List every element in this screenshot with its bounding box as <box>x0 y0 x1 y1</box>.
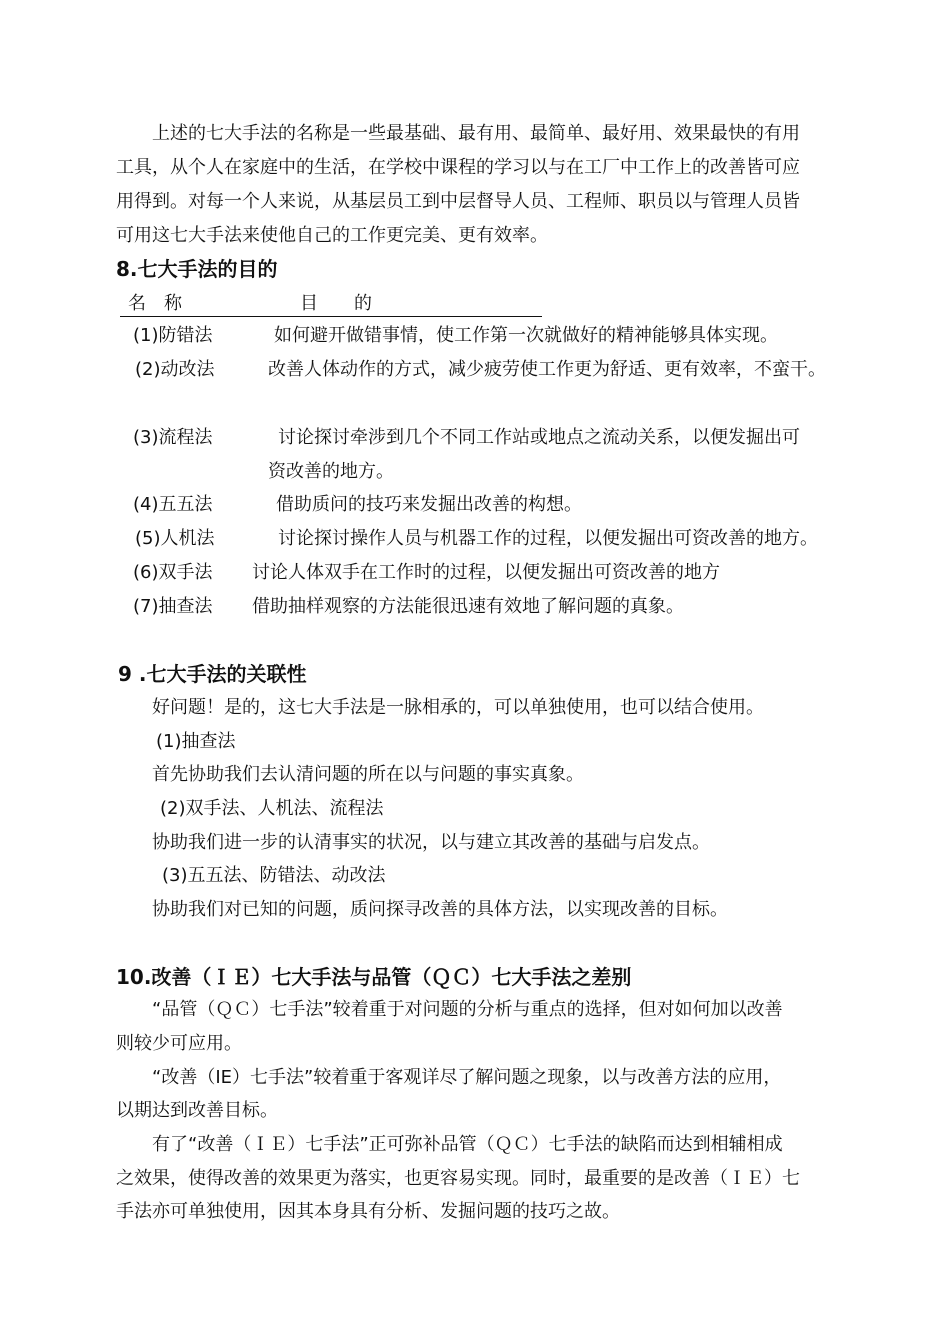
section-10-line-7: 手法亦可单独使用，因其本身具有分析、发掘问题的技巧之故。 <box>116 1201 620 1222</box>
section-9-heading: 9 .七大手法的关联性 <box>118 662 307 686</box>
method-name-4: (4)五五法 <box>133 494 213 515</box>
method-purpose-6: 讨论人体双手在工作时的过程，以便发掘出可资改善的地方 <box>252 562 720 583</box>
section-10-line-1: “品管（ＱＣ）七手法”较着重于对问题的分析与重点的选择，但对如何加以改善 <box>152 999 783 1020</box>
method-name-3: (3)流程法 <box>133 427 213 448</box>
intro-line-3: 用得到。对每一个人来说，从基层员工到中层督导人员、工程师、职员以与管理人员皆 <box>116 191 800 212</box>
section-9-line-2: (1)抽查法 <box>156 731 236 752</box>
section-9-line-7: 协助我们对已知的问题，质问探寻改善的具体方法，以实现改善的目标。 <box>152 899 728 920</box>
intro-line-1: 上述的七大手法的名称是一些最基础、最有用、最简单、最好用、效果最快的有用 <box>152 123 800 144</box>
method-name-6: (6)双手法 <box>133 562 213 583</box>
method-name-5: (5)人机法 <box>135 528 215 549</box>
method-purpose-4: 借助质问的技巧来发掘出改善的构想。 <box>276 494 582 515</box>
section-10-line-6: 之效果，使得改善的效果更为落实，也更容易实现。同时，最重要的是改善（ＩＥ）七 <box>116 1168 800 1189</box>
section-9-line-4: (2)双手法、人机法、流程法 <box>160 798 384 819</box>
section-10-line-5: 有了“改善（ＩＥ）七手法”正可弥补品管（ＱＣ）七手法的缺陷而达到相辅相成 <box>152 1134 783 1155</box>
method-name-1: (1)防错法 <box>133 325 213 346</box>
method-purpose-1: 如何避开做错事情，使工作第一次就做好的精神能够具体实现。 <box>274 325 778 346</box>
method-name-7: (7)抽查法 <box>133 596 213 617</box>
section-10-line-2: 则较少可应用。 <box>116 1033 242 1054</box>
method-purpose-3: 讨论探讨牵涉到几个不同工作站或地点之流动关系，以便发掘出可 <box>278 427 800 448</box>
method-name-2: (2)动改法 <box>135 359 215 380</box>
method-purpose-7: 借助抽样观察的方法能很迅速有效地了解问题的真象。 <box>252 596 684 617</box>
section-10-heading: 10.改善（ＩＥ）七大手法与品管（ＱＣ）七大手法之差别 <box>116 965 632 989</box>
intro-line-2: 工具，从个人在家庭中的生活，在学校中课程的学习以与在工厂中工作上的改善皆可应 <box>116 157 800 178</box>
section-10-line-3: “改善（IE）七手法”较着重于客观详尽了解问题之现象，以与改善方法的应用， <box>152 1067 782 1088</box>
section-10-line-4: 以期达到改善目标。 <box>116 1100 278 1121</box>
column-header-name: 名 称 <box>128 293 182 314</box>
column-header-purpose: 目 的 <box>300 293 372 314</box>
intro-line-4: 可用这七大手法来使他自己的工作更完美、更有效率。 <box>116 225 548 246</box>
method-purpose-3-continued: 资改善的地方。 <box>268 461 394 482</box>
section-9-line-3: 首先协助我们去认清问题的所在以与问题的事实真象。 <box>152 764 584 785</box>
method-purpose-5: 讨论探讨操作人员与机器工作的过程，以便发掘出可资改善的地方。 <box>278 528 818 549</box>
purpose-table-header <box>120 292 542 317</box>
section-8-heading: 8.七大手法的目的 <box>116 257 278 281</box>
method-purpose-2: 改善人体动作的方式，减少疲劳使工作更为舒适、更有效率，不蛮干。 <box>268 359 826 380</box>
section-9-line-5: 协助我们进一步的认清事实的状况，以与建立其改善的基础与启发点。 <box>152 832 710 853</box>
section-9-line-6: (3)五五法、防错法、动改法 <box>162 865 386 886</box>
section-9-line-1: 好问题！是的，这七大手法是一脉相承的，可以单独使用，也可以结合使用。 <box>152 697 764 718</box>
